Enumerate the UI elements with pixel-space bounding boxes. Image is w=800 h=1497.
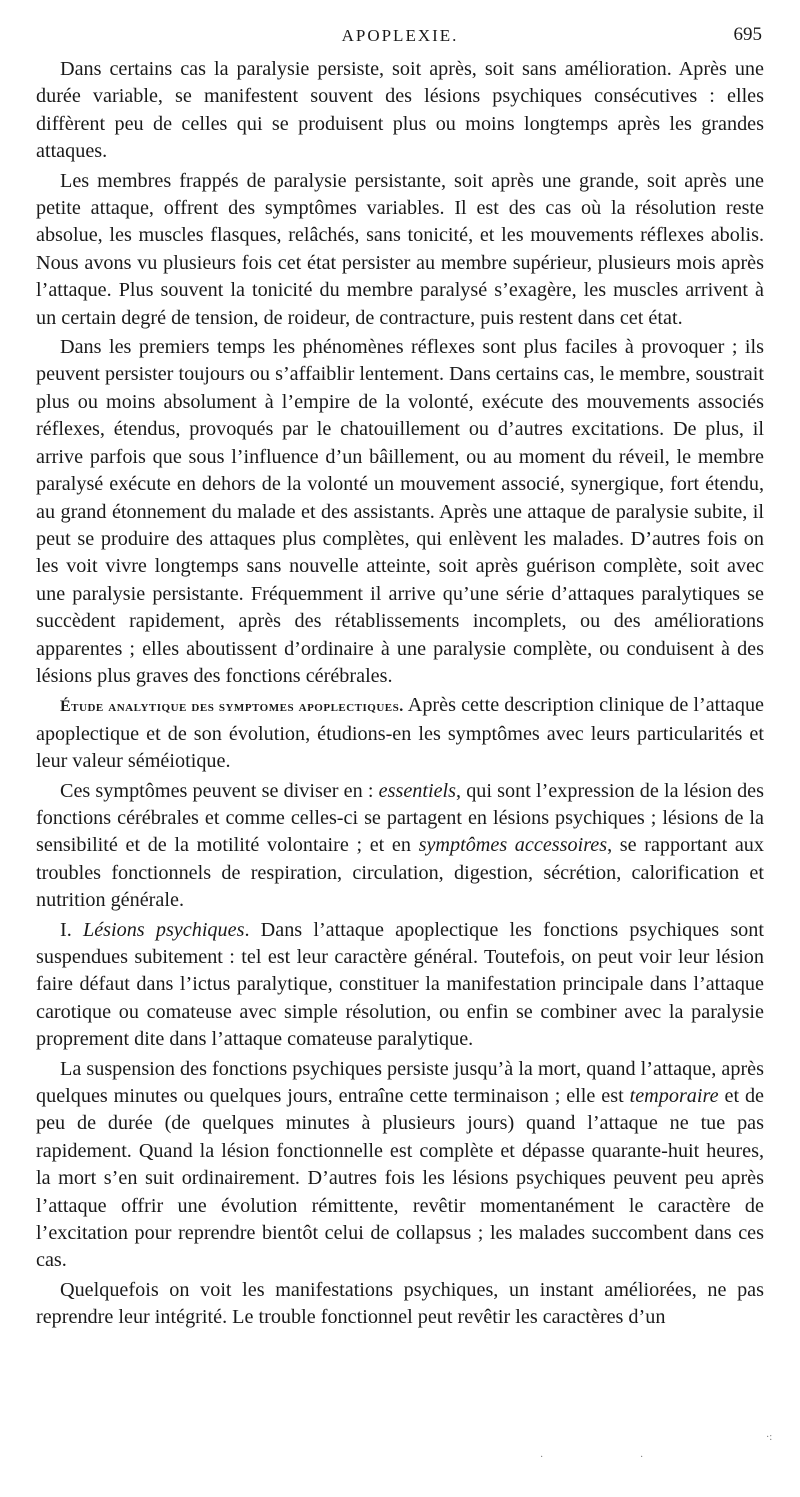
paragraph-8 — [36, 1277, 764, 1332]
paragraph-7-text-b: et de peu de durée (de quelques minutes à plusieurs jours) quand l’attaque ne tue pas rapidement. Quand la lésion fonctionnelle est complète et dépasse quarante-huit heures, la mort s’en suit ordinairement. D’autres fois les lésions psychiques peuvent peu après l’attaque offrir une évolution rémittente, revêtir momentanément le caractère de l’excitation pour reprendre bientôt celui de collapsus ; les malades succombent dans ces cas. — [36, 1085, 765, 1272]
paragraph-4-text: Après cette description clinique de l’attaque apoplectique et de son évolution, étudions-en les symptômes avec leurs particularités et leur valeur séméiotique. — [36, 694, 765, 773]
body-text — [36, 56, 764, 1332]
scan-speck: · — [640, 1452, 644, 1463]
paragraph-3-text: Dans les premiers temps les phénomènes réflexes sont plus faciles à provoquer ; ils peuvent persister toujours ou s’affaiblir lentement. Dans certains cas, le membre, soustrait plus ou moins absolument à l’empire de la volonté, exécute des mouvements associés réflexes, étendus, provoqués par le chatouillement ou d’autres excitations. De plus, il arrive parfois que sous l’influence d’un bâillement, ou au moment du réveil, le membre paralysé exécute en dehors de la volonté un mouvement associé, synergique, fort étendu, au grand étonnement du malade et des assistants. Après une attaque de paralysie subite, il peut se produire des attaques plus complètes, qui enlèvent les malades. D’autres fois on les voit vivre longtemps sans nouvelle atteinte, soit après guérison complète, soit avec une paralysie persistante. Fréquemment il arrive qu’une série d’attaques paralytiques se succèdent rapidement, après des rétablissements incomplets, ou des améliorations apparentes ; elles aboutissent d’ordinaire à une paralysie complète, ou conduisent à des lésions plus graves des fonctions cérébrales. — [36, 336, 764, 687]
running-title: APOPLEXIE. — [341, 26, 459, 45]
scan-speck: · — [540, 1452, 544, 1463]
page-header — [36, 22, 764, 56]
paragraph-2-text: Les membres frappés de paralysie persistante, soit après une grande, soit après une petite attaque, offrent des symptômes variables. Il est des cas où la résolution reste absolue, les muscles flasques, relâchés, sans tonicité, et les mouvements réflexes abolis. Nous avons vu plusieurs fois cet état persister au membre supérieur, plusieurs mois après l’attaque. Plus souvent la tonicité du membre paralysé s’exagère, les muscles arrivent à un certain degré de tension, de roideur, de contracture, puis restent dans cet état. — [36, 169, 764, 329]
scan-speck: ·: — [766, 1432, 773, 1443]
paragraph-5-text-b: , qui sont l’expression de la lésion des fonctions cérébrales et comme celles-ci se partagent en lésions psychiques ; lésions de la sensibilité et de la motilité volontaire ; et en — [36, 779, 764, 857]
page-number: 695 — [733, 24, 762, 45]
paragraph-1-text: Dans certains cas la paralysie persiste, soit après, soit sans amélioration. Après une durée variable, se manifestent souvent des lésions psychiques consécutives : elles diffèrent peu de celles qui se produisent plus ou moins longtemps après les grandes attaques. — [36, 58, 764, 163]
paragraph-2 — [36, 168, 764, 332]
paragraph-3 — [36, 334, 764, 690]
term-symptomes-accessoires: symptômes accessoires — [418, 834, 608, 857]
paragraph-7 — [36, 1056, 764, 1275]
page — [36, 22, 764, 1334]
paragraph-5-text-c: , se rapportant aux troubles fonctionnels de respiration, circulation, digestion, sécrétion, calorification et nutrition générale. — [36, 834, 764, 912]
paragraph-6-text: . Dans l’attaque apoplectique les fonctions psychiques sont suspendues subitement : tel est leur caractère général. Toutefois, on peut voir leur lésion faire défaut dans l’ictus paralytique, constituer la manifestation principale dans l’attaque carotique ou comateuse avec simple résolution, ou enfin se combiner avec la paralysie proprement dite dans l’attaque comateuse paralytique. — [36, 918, 764, 1051]
term-temporaire: temporaire — [629, 1085, 719, 1108]
subsection-title: Lésions psychiques — [82, 918, 245, 941]
paragraph-5-text-a: Ces symptômes peuvent se diviser en : — [60, 779, 379, 802]
section-heading: Étude analytique des symptomes apoplectiques. — [60, 698, 404, 716]
paragraph-1 — [36, 56, 764, 166]
term-essentiels: essentiels — [378, 779, 457, 802]
paragraph-7-text-a: La suspension des fonctions psychiques persiste jusqu’à la mort, quand l’attaque, après quelques minutes ou quelques jours, entraîne cette terminaison ; elle est — [36, 1057, 764, 1108]
paragraph-4 — [36, 692, 764, 775]
paragraph-5 — [36, 778, 764, 915]
paragraph-8-text: Quelquefois on voit les manifestations psychiques, un instant améliorées, ne pas reprendre leur intégrité. Le trouble fonctionnel peut revêtir les caractères d’un — [36, 1278, 764, 1329]
section-number: I. — [60, 918, 83, 941]
paragraph-6 — [36, 917, 764, 1054]
